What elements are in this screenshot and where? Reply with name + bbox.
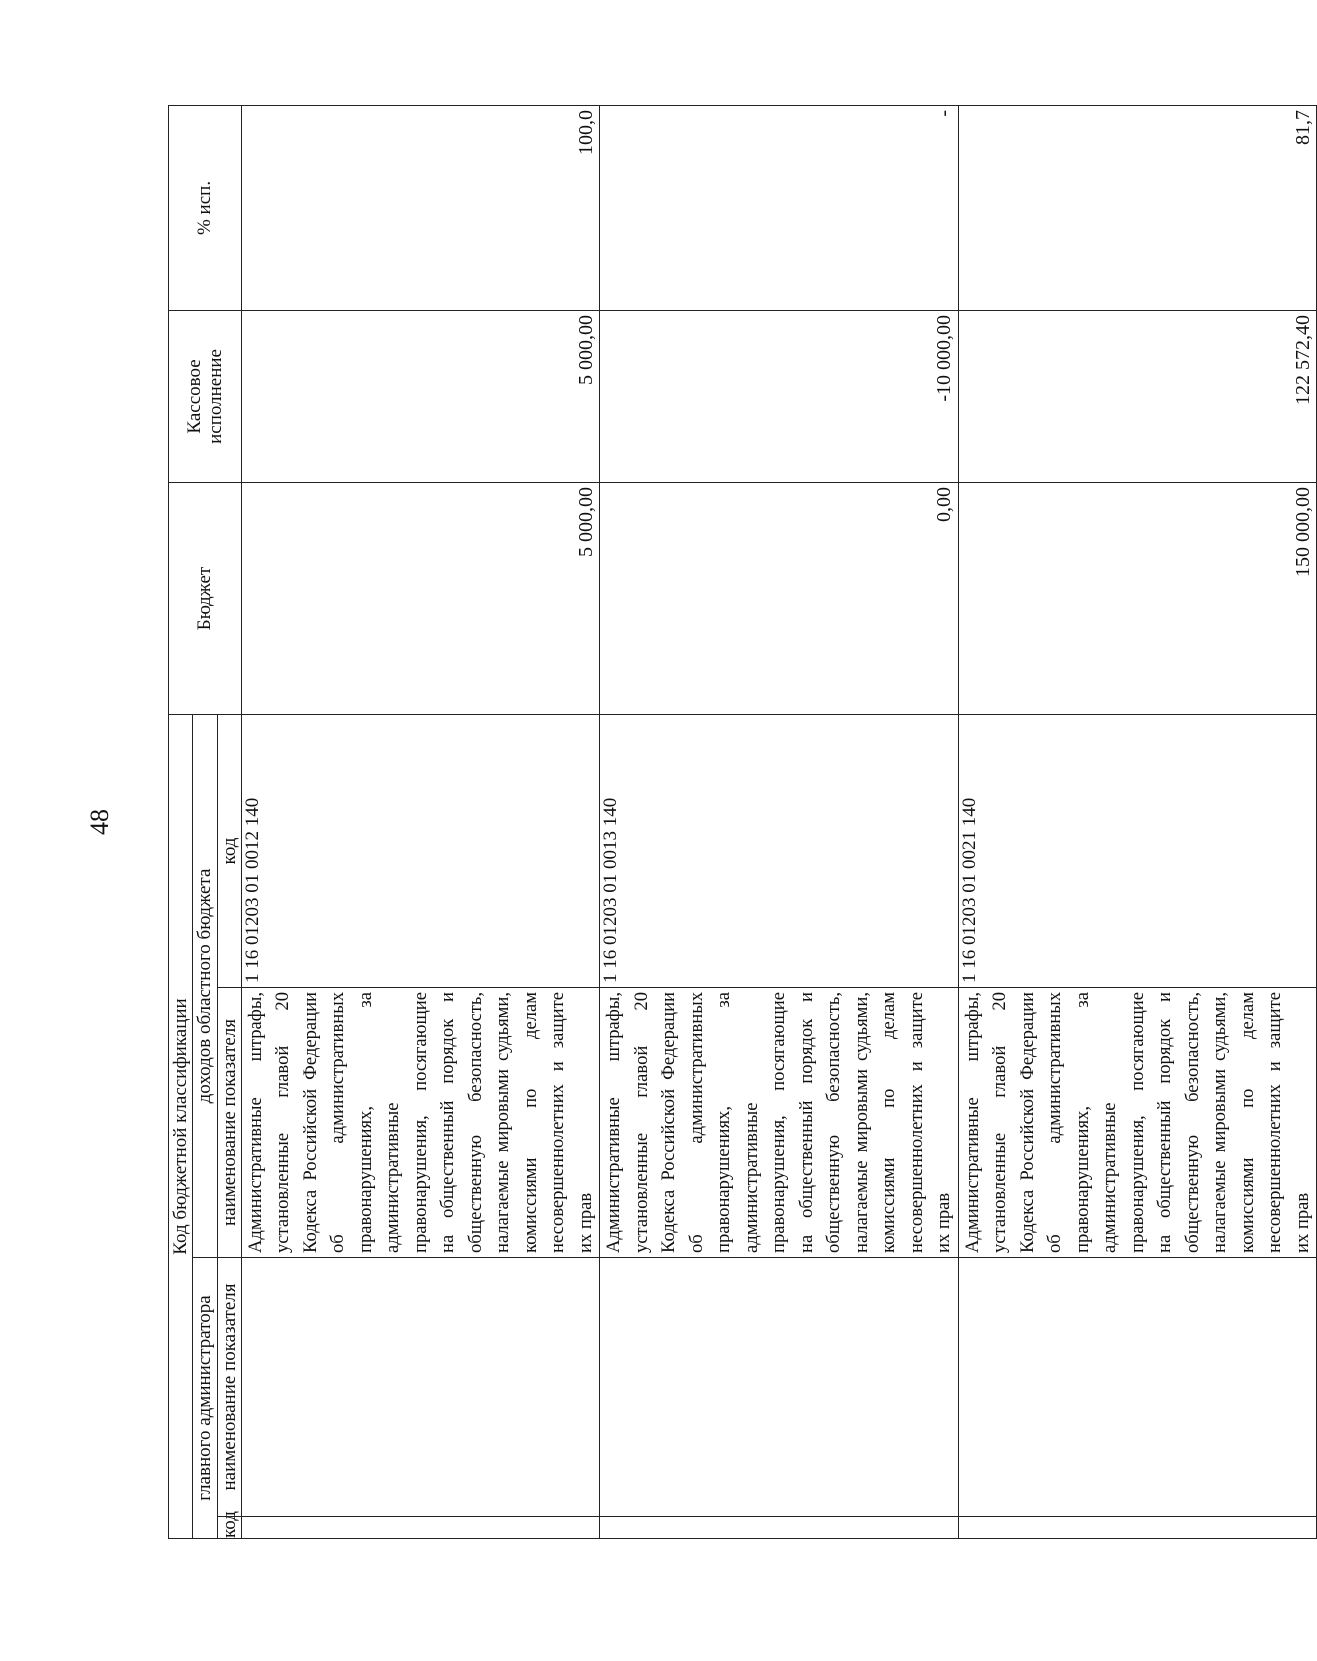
table-rotator — [168, 106, 1314, 1539]
percent-cell: 100,0 — [241, 105, 600, 310]
budget-table — [168, 105, 1317, 1539]
cash-cell: 122 572,40 — [958, 310, 1317, 482]
header-item-code: код — [217, 714, 241, 987]
admin-name-cell — [600, 1258, 959, 1517]
admin-code-cell — [600, 1517, 959, 1539]
admin-name-cell — [958, 1258, 1317, 1517]
budget-cell: 0,00 — [600, 482, 959, 714]
item-name-cell: Административные штрафы, установленные главой 20 Кодекса Российской Федерации об административных правонарушениях, за административные правонарушения, посягающие на общественный порядок и общественную безопасность, налагаемые мировыми судьями, комиссиями по делам несовершеннолетних и защите их прав — [958, 988, 1317, 1258]
header-admin-name: наименование показателя — [217, 1258, 241, 1517]
header-item-name: наименование показателя — [217, 988, 241, 1258]
page-number: 48 — [85, 809, 114, 835]
admin-code-cell — [958, 1517, 1317, 1539]
item-code-cell: 1 16 01203 01 0013 140 — [600, 714, 959, 987]
header-regional-revenue: доходов областного бюджета — [193, 714, 217, 1257]
header-classification: Код бюджетной классификации — [169, 714, 193, 1538]
header-percent: % исп. — [169, 105, 242, 310]
cash-cell: 5 000,00 — [241, 310, 600, 482]
cash-cell: -10 000,00 — [600, 310, 959, 482]
table-row — [600, 105, 959, 1538]
item-code-cell: 1 16 01203 01 0021 140 — [958, 714, 1317, 987]
percent-cell: - — [600, 105, 959, 310]
table-row — [958, 105, 1317, 1538]
item-name-cell: Административные штрафы, установленные главой 20 Кодекса Российской Федерации об административных правонарушениях, за административные правонарушения, посягающие на общественный порядок и общественную безопасность, налагаемые мировыми судьями, комиссиями по делам несовершеннолетних и защите их прав — [600, 988, 959, 1258]
budget-cell: 150 000,00 — [958, 482, 1317, 714]
admin-name-cell — [241, 1258, 600, 1517]
rotated-sheet — [168, 106, 1314, 1539]
item-name-cell: Административные штрафы, установленные главой 20 Кодекса Российской Федерации об административных правонарушениях, за административные правонарушения, посягающие на общественный порядок и общественную безопасность, налагаемые мировыми судьями, комиссиями по делам несовершеннолетних и защите их прав — [241, 988, 600, 1258]
item-code-cell: 1 16 01203 01 0012 140 — [241, 714, 600, 987]
budget-cell: 5 000,00 — [241, 482, 600, 714]
header-admin-code: код — [218, 1511, 240, 1538]
table-row — [241, 105, 600, 1538]
admin-code-cell — [241, 1517, 600, 1539]
percent-cell: 81,7 — [958, 105, 1317, 310]
header-cash: Кассовое исполнение — [169, 310, 242, 482]
header-budget: Бюджет — [169, 482, 242, 714]
header-chief-admin: главного администратора — [193, 1258, 217, 1539]
